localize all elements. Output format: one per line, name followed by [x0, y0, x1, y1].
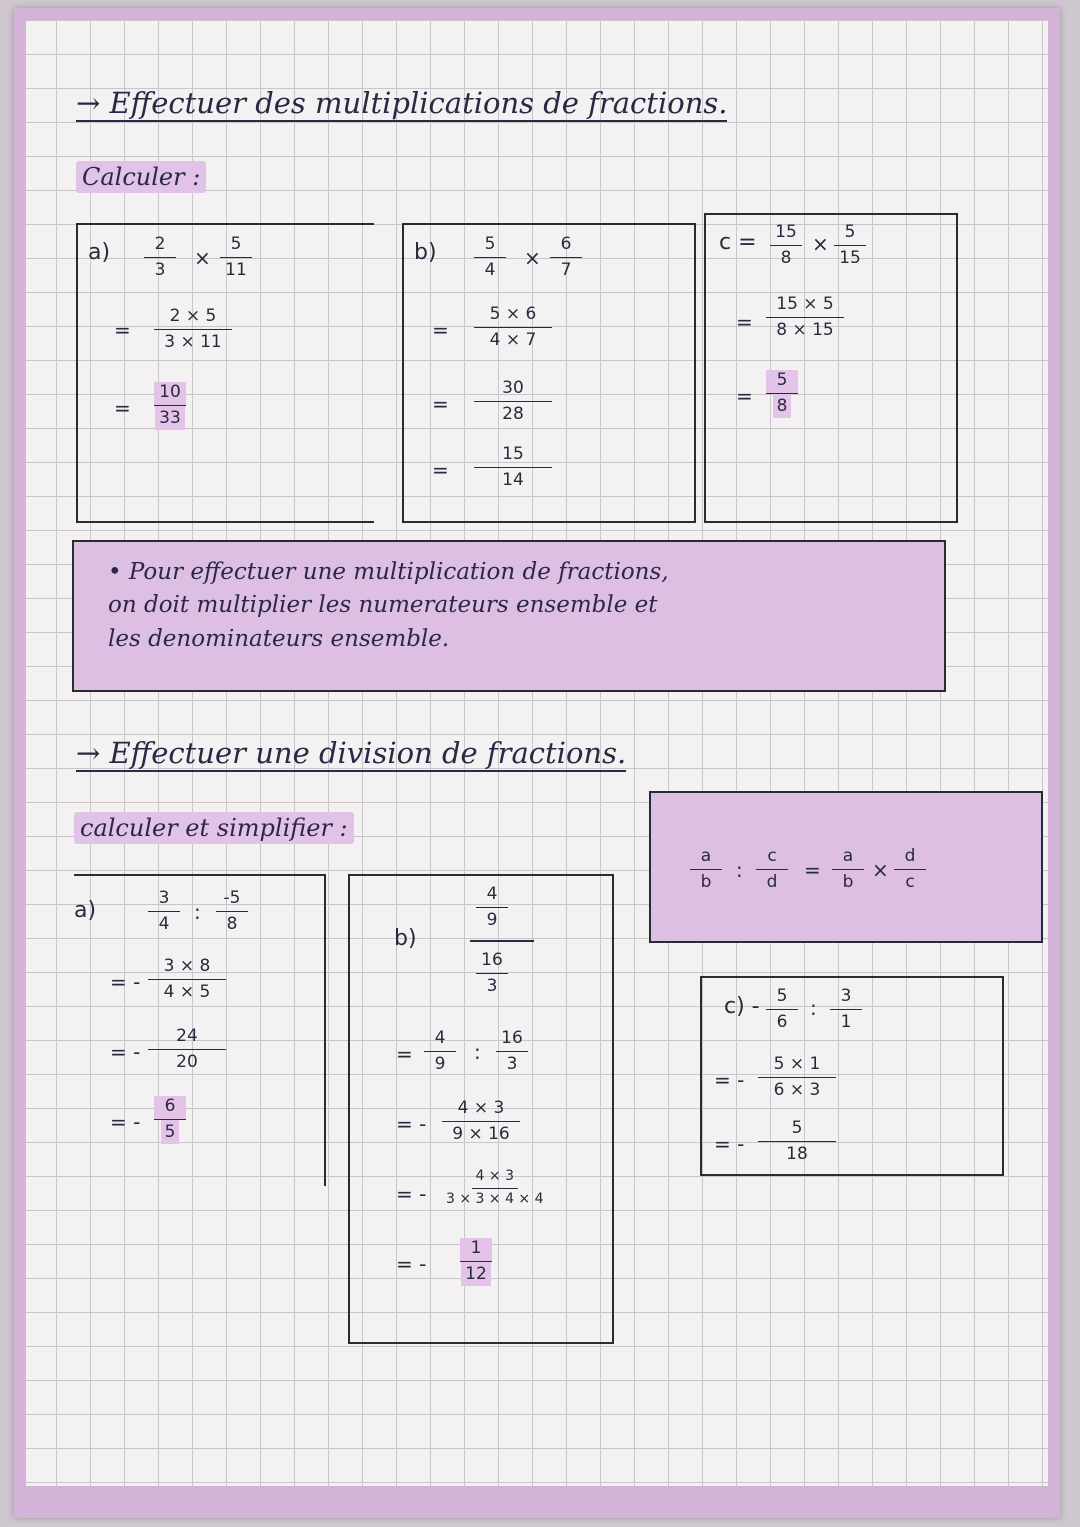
mult-a-op: ×	[194, 246, 211, 270]
formula-div: :	[736, 858, 743, 882]
formula-times: ×	[872, 858, 889, 882]
left-strip	[14, 8, 26, 1518]
div-a-eq3: = -	[110, 1110, 141, 1134]
mult-a-eq1: =	[114, 318, 131, 342]
rule-line-2: on doit multiplier les numerateurs ensemble et	[108, 592, 658, 619]
mult-c-f2: $\frac{5}{15}$	[834, 222, 866, 270]
div-b-eq4: = -	[396, 1252, 427, 1276]
mult-c-label: c =	[719, 230, 757, 255]
div-b-s1-f2: $\frac{16}{3}$	[496, 1028, 528, 1076]
div-a-label: a)	[74, 898, 97, 923]
mult-b-f2: $\frac{6}{7}$	[550, 234, 582, 282]
mult-c-f1: $\frac{15}{8}$	[770, 222, 802, 270]
mult-c-step1: $\frac{15 \times 5}{8 \times 15}$	[766, 294, 844, 342]
formula-f4: $\frac{d}{c}$	[894, 846, 926, 894]
div-b-eq1: =	[396, 1042, 413, 1066]
div-c-f1: $\frac{5}{6}$	[766, 986, 798, 1034]
mult-a-f1: $\frac{2}{3}$	[144, 234, 176, 282]
div-a-f2: $\frac{-5}{8}$	[216, 888, 248, 936]
div-a-step3: $\frac{6}{5}$	[154, 1096, 186, 1144]
rule-line-3: les denominateurs ensemble.	[108, 625, 450, 652]
mult-b-step1: $\frac{5 \times 6}{4 \times 7}$	[474, 304, 552, 352]
formula-f2: $\frac{c}{d}$	[756, 846, 788, 894]
div-c-label: c) -	[724, 994, 760, 1019]
div-a-step2: $\frac{24}{20}$	[148, 1026, 226, 1074]
div-c-step1: $\frac{5 \times 1}{6 \times 3}$	[758, 1054, 836, 1102]
top-strip	[14, 8, 1060, 20]
mult-a-step1: $\frac{2 \times 5}{3 \times 11}$	[154, 306, 232, 354]
div-b-label: b)	[394, 926, 417, 951]
formula-eq: =	[804, 858, 821, 882]
mult-b-step2: $\frac{30}{28}$	[474, 378, 552, 426]
div-c-f2: $\frac{3}{1}$	[830, 986, 862, 1034]
mult-a-label: a)	[88, 240, 111, 265]
notebook-page	[14, 8, 1060, 1518]
mult-a-step2: $\frac{10}{33}$	[154, 382, 186, 430]
multiplication-title: → Effectuer des multiplications de fractions.	[76, 86, 728, 120]
div-b-s1-op: :	[474, 1040, 481, 1064]
div-b-step4: $\frac{1}{12}$	[460, 1238, 492, 1286]
mult-c-step2: $\frac{5}{8}$	[766, 370, 798, 418]
mult-b-step3: $\frac{15}{14}$	[474, 444, 552, 492]
div-c-op: :	[810, 996, 817, 1020]
right-strip	[1048, 8, 1060, 1518]
mult-c-op: ×	[812, 232, 829, 256]
div-a-step1: $\frac{3 \times 8}{4 \times 5}$	[148, 956, 226, 1004]
mult-a-eq2: =	[114, 396, 131, 420]
mult-b-eq1: =	[432, 318, 449, 342]
div-c-eq1: = -	[714, 1068, 745, 1092]
rule-text	[108, 556, 669, 656]
div-c-step2: $\frac{5}{18}$	[758, 1118, 836, 1166]
div-b-main-bar	[470, 940, 534, 942]
formula-f1: $\frac{a}{b}$	[690, 846, 722, 894]
mult-box-c	[704, 213, 958, 523]
calculer-simplifier-label: calculer et simplifier :	[74, 814, 354, 842]
div-b-s1-f1: $\frac{4}{9}$	[424, 1028, 456, 1076]
div-c-eq2: = -	[714, 1132, 745, 1156]
bottom-strip	[14, 1486, 1060, 1518]
div-a-eq1: = -	[110, 970, 141, 994]
mult-b-eq2: =	[432, 392, 449, 416]
mult-c-eq2: =	[736, 384, 753, 408]
mult-b-eq3: =	[432, 458, 449, 482]
rule-line-1: • Pour effectuer une multiplication de fractions,	[108, 559, 669, 585]
div-b-outer-n: $\frac{4}{9}$	[476, 884, 508, 932]
formula-f3: $\frac{a}{b}$	[832, 846, 864, 894]
mult-a-f2: $\frac{5}{11}$	[220, 234, 252, 282]
div-a-f1: $\frac{3}{4}$	[148, 888, 180, 936]
mult-b-op: ×	[524, 246, 541, 270]
div-b-outer-d: $\frac{16}{3}$	[476, 950, 508, 998]
division-title: → Effectuer une division de fractions.	[76, 736, 627, 770]
mult-c-eq1: =	[736, 310, 753, 334]
div-b-step3: $\frac{4 \times 3}{3 \times 3 \times 4 \times 4}$	[446, 1168, 544, 1207]
div-b-step2: $\frac{4 \times 3}{9 \times 16}$	[442, 1098, 520, 1146]
div-a-op: :	[194, 900, 201, 924]
mult-b-f1: $\frac{5}{4}$	[474, 234, 506, 282]
div-b-eq2: = -	[396, 1112, 427, 1136]
div-a-eq2: = -	[110, 1040, 141, 1064]
calculer-label: Calculer :	[76, 163, 206, 191]
div-b-eq3: = -	[396, 1182, 427, 1206]
mult-b-label: b)	[414, 240, 437, 265]
